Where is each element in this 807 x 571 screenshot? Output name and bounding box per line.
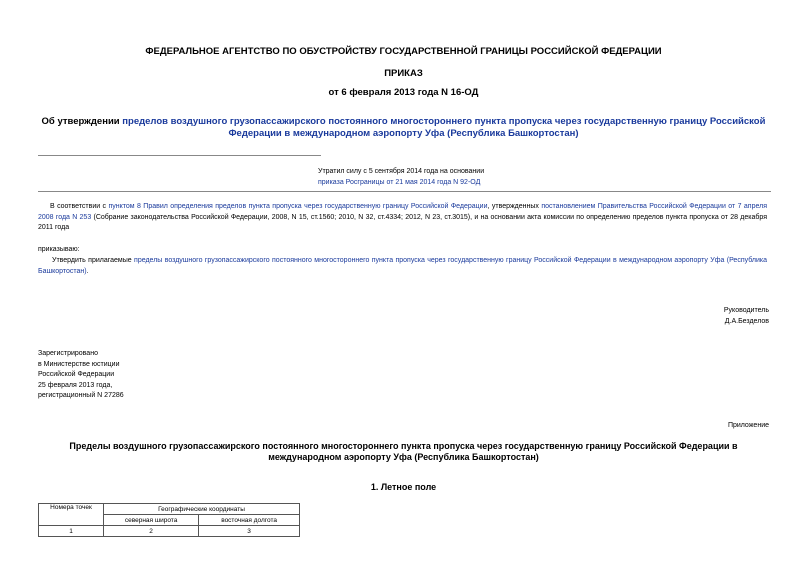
table-header-row	[39, 504, 300, 515]
title-link-line1[interactable]: пределов воздушного грузопассажирского постоянного многостороннего пункта пропуска через государственную границу Российской	[122, 116, 766, 127]
title-prefix: Об утверждении	[41, 116, 123, 127]
agency-heading: ФЕДЕРАЛЬНОЕ АГЕНТСТВО ПО ОБУСТРОЙСТВУ ГОСУДАРСТВЕННОЙ ГРАНИЦЫ РОССИЙСКОЙ ФЕДЕРАЦИИ	[145, 46, 662, 57]
divider-top	[38, 155, 321, 156]
status-link[interactable]: приказа Росграницы от 21 мая 2014 года N 92-ОД	[318, 178, 481, 186]
status-note	[318, 167, 484, 188]
preamble-link-rules[interactable]: пунктом 8 Правил определения пределов пункта пропуска через государственную границу Российской Федерации	[108, 203, 488, 210]
table-row: 1 2 3	[39, 526, 300, 537]
doc-date: от 6 февраля 2013 года N 16-ОД	[328, 87, 479, 98]
appendix-label: Приложение	[727, 422, 769, 429]
coordinates-table	[38, 503, 300, 537]
section-title: 1. Летное поле	[370, 482, 437, 492]
header-lat: северная широта	[104, 515, 199, 526]
appendix-title: Пределы воздушного грузопассажирского постоянного многостороннего пункта пропуска через государственную границу Российской Федерации в международном аэропорту Уфа (Республика Башкортостан)	[69, 441, 738, 462]
header-lon: восточная долгота	[199, 515, 300, 526]
header-points: Номера точек	[39, 504, 104, 526]
signature-role: Руководитель	[723, 307, 769, 314]
registration-block: Зарегистрировано в Министерстве юстиции Российской Федерации 25 февраля 2013 года, регистрационный N 27286	[38, 350, 124, 399]
preamble-link-decree[interactable]: постановлением Правительства Российской Федерации от 7 апреля 2008 года N 253	[38, 203, 768, 221]
doc-title	[0, 116, 807, 140]
header-geo: Географические координаты	[104, 504, 300, 515]
approve-paragraph: Утвердить прилагаемые пределы воздушного грузопассажирского постоянного многостороннего пункта пропуска через государственную границу Российской Федерации в международном аэропорту Уфа (Республика Башкортостан).	[38, 257, 767, 275]
signature-block	[724, 306, 769, 327]
preamble-paragraph: В соответствии с пунктом 8 Правил определения пределов пункта пропуска через государственную границу Российской Федерации, утвержденных постановлением Правительства Российской Федерации от 7 апреля 2008 года N 253 (Собрание законодательства Российской Федерации, 2008, N 15, ст.1560; 2010, N 32, ст.4334; 2012, N 23, ст.3015), и на основании акта комиссии по определению пределов пункта пропуска от 28 декабря 2011 года	[38, 203, 768, 231]
order-word: приказываю:	[38, 246, 80, 253]
approve-link-limits[interactable]: пределы воздушного грузопассажирского постоянного многостороннего пункта пропуска через государственную границу Российской Федерации в международном аэропорту Уфа (Республика Башкортостан)	[38, 257, 767, 275]
doc-type: ПРИКАЗ	[384, 68, 423, 79]
divider-status	[38, 191, 771, 192]
status-line: Утратил силу с 5 сентября 2014 года на основании	[318, 168, 485, 175]
signature-name: Д.А.Безделов	[724, 317, 769, 325]
title-link-line2[interactable]: Федерации в международном аэропорту Уфа (Республика Башкортостан)	[228, 128, 579, 139]
